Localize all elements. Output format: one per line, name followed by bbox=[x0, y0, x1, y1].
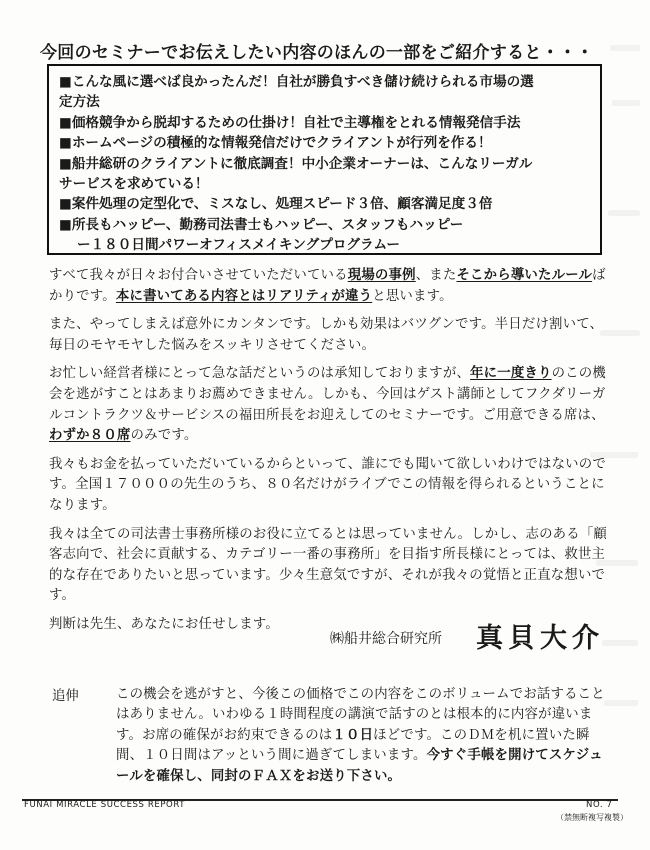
emphasis: 現場の事例 bbox=[347, 268, 416, 283]
emphasis: 年に一度きり bbox=[470, 366, 552, 382]
emphasis: わずか８０席 bbox=[49, 428, 131, 444]
paragraph-limited-seats: 我々もお金を払っていただいているからといって、誰にでも聞いて欲しいわけではないのです。全国１７０００の先生のうち、８０名だけがライブでこの情報を得られるということになります。 bbox=[49, 456, 606, 513]
letter-body bbox=[49, 266, 609, 644]
text: お忙しい経営者様にとって急な話だというのは承知しておりますが、 bbox=[49, 366, 471, 382]
text: ばかりです。 bbox=[49, 268, 606, 304]
publication-name: FUNAI MIRACLE SUCCESS REPORT bbox=[24, 800, 186, 810]
text: この機会を逃がすと、今後この価格でこの内容をこのボリュームでお話することはありません。いわゆる１時間程度の講演で話すのとは根本的に内容が違います。お席の確保がお約束できるのは bbox=[116, 687, 605, 743]
topic-item: サービスを求めている！ bbox=[59, 176, 209, 193]
paragraph-decision: 判断は先生、あなたにお任せします。 bbox=[49, 616, 279, 632]
topic-item: ■こんな風に選べば良かったんだ！自社が勝負すべき儲け続けられる市場の選 bbox=[59, 74, 534, 90]
call-to-action: 今すぐ手帳を開けてスケジュールを確保し、同封のＦＡＸをお送り下さい。 bbox=[116, 748, 603, 784]
topic-item: ■ホームページの積極的な情報発信だけでクライアントが行列を作る！ bbox=[59, 135, 492, 152]
topic-item: 定方法 bbox=[59, 94, 100, 111]
postscript-text bbox=[116, 685, 612, 787]
topic-item: ■所長もハッピー、勤務司法書士もハッピー、スタッフもハッピー bbox=[59, 216, 464, 233]
topic-item: ■案件処理の定型化で、ミスなし、処理スピード３倍、顧客満足度３倍 bbox=[59, 196, 493, 213]
page-title: 今回のセミナーでお伝えしたい内容のほんの一部をご紹介すると・・・ bbox=[40, 43, 594, 63]
signature bbox=[330, 618, 620, 658]
company-name: ㈱船井総合研究所 bbox=[330, 631, 442, 647]
emphasis: １０日 bbox=[332, 727, 374, 743]
paragraph-once-a-year bbox=[49, 364, 609, 446]
copyright-notice: （禁無断複写複製） bbox=[556, 813, 628, 822]
page-number: NO. 7 bbox=[586, 800, 613, 810]
paragraph-real-cases bbox=[49, 266, 609, 307]
text: 、また bbox=[415, 268, 457, 283]
program-subtitle: ー１８０日間パワーオフィスメイキングプログラムー bbox=[77, 237, 400, 254]
postscript-label: 追伸 bbox=[52, 689, 79, 704]
emphasis: 本に書いてある内容とはリアリティが違う bbox=[115, 288, 373, 304]
paragraph-easy: また、やってしまえば意外にカンタンです。しかも効果はバツグンです。半日だけ割いて、毎日のモヤモヤした悩みをスッキリさせてください。 bbox=[49, 317, 604, 353]
emphasis: そこから導いたルール bbox=[456, 268, 593, 283]
paragraph-commitment: 我々は全ての司法書士事務所様のお役に立てるとは思っていません。しかし、志のある「顧客志向で、社会に貢献する、カテゴリー一番の事務所」を目指す所長様にとっては、救世主的な存在でありたいと思っています。少々生意気ですが、それが我々の覚悟と正直な想いです。 bbox=[49, 526, 608, 604]
seminar-topics-box bbox=[47, 64, 602, 255]
text: と思います。 bbox=[372, 288, 453, 304]
author-name: 真貝大介 bbox=[476, 623, 604, 654]
topic-item: ■価格競争から脱却するための仕掛け！自社で主導権をとれる情報発信手法 bbox=[59, 114, 521, 131]
text: のみです。 bbox=[130, 428, 198, 444]
text: のこの機会を逃がすことはあまりお薦めできません。しかも、今回はゲスト講師としてフクダリーガルコントラクツ＆サービシスの福田所長をお迎えしてのセミナーです。ご用意できる席は、 bbox=[49, 366, 606, 423]
text: すべて我々が日々お付合いさせていただいている bbox=[49, 268, 348, 283]
text: ほどです。このＤＭを机に置いた瞬間、１０日間はアッという間に過ぎてしまいます。 bbox=[116, 727, 590, 764]
topic-item: ■船井総研のクライアントに徹底調査！中小企業オーナーは、こんなリーガル bbox=[59, 155, 533, 172]
